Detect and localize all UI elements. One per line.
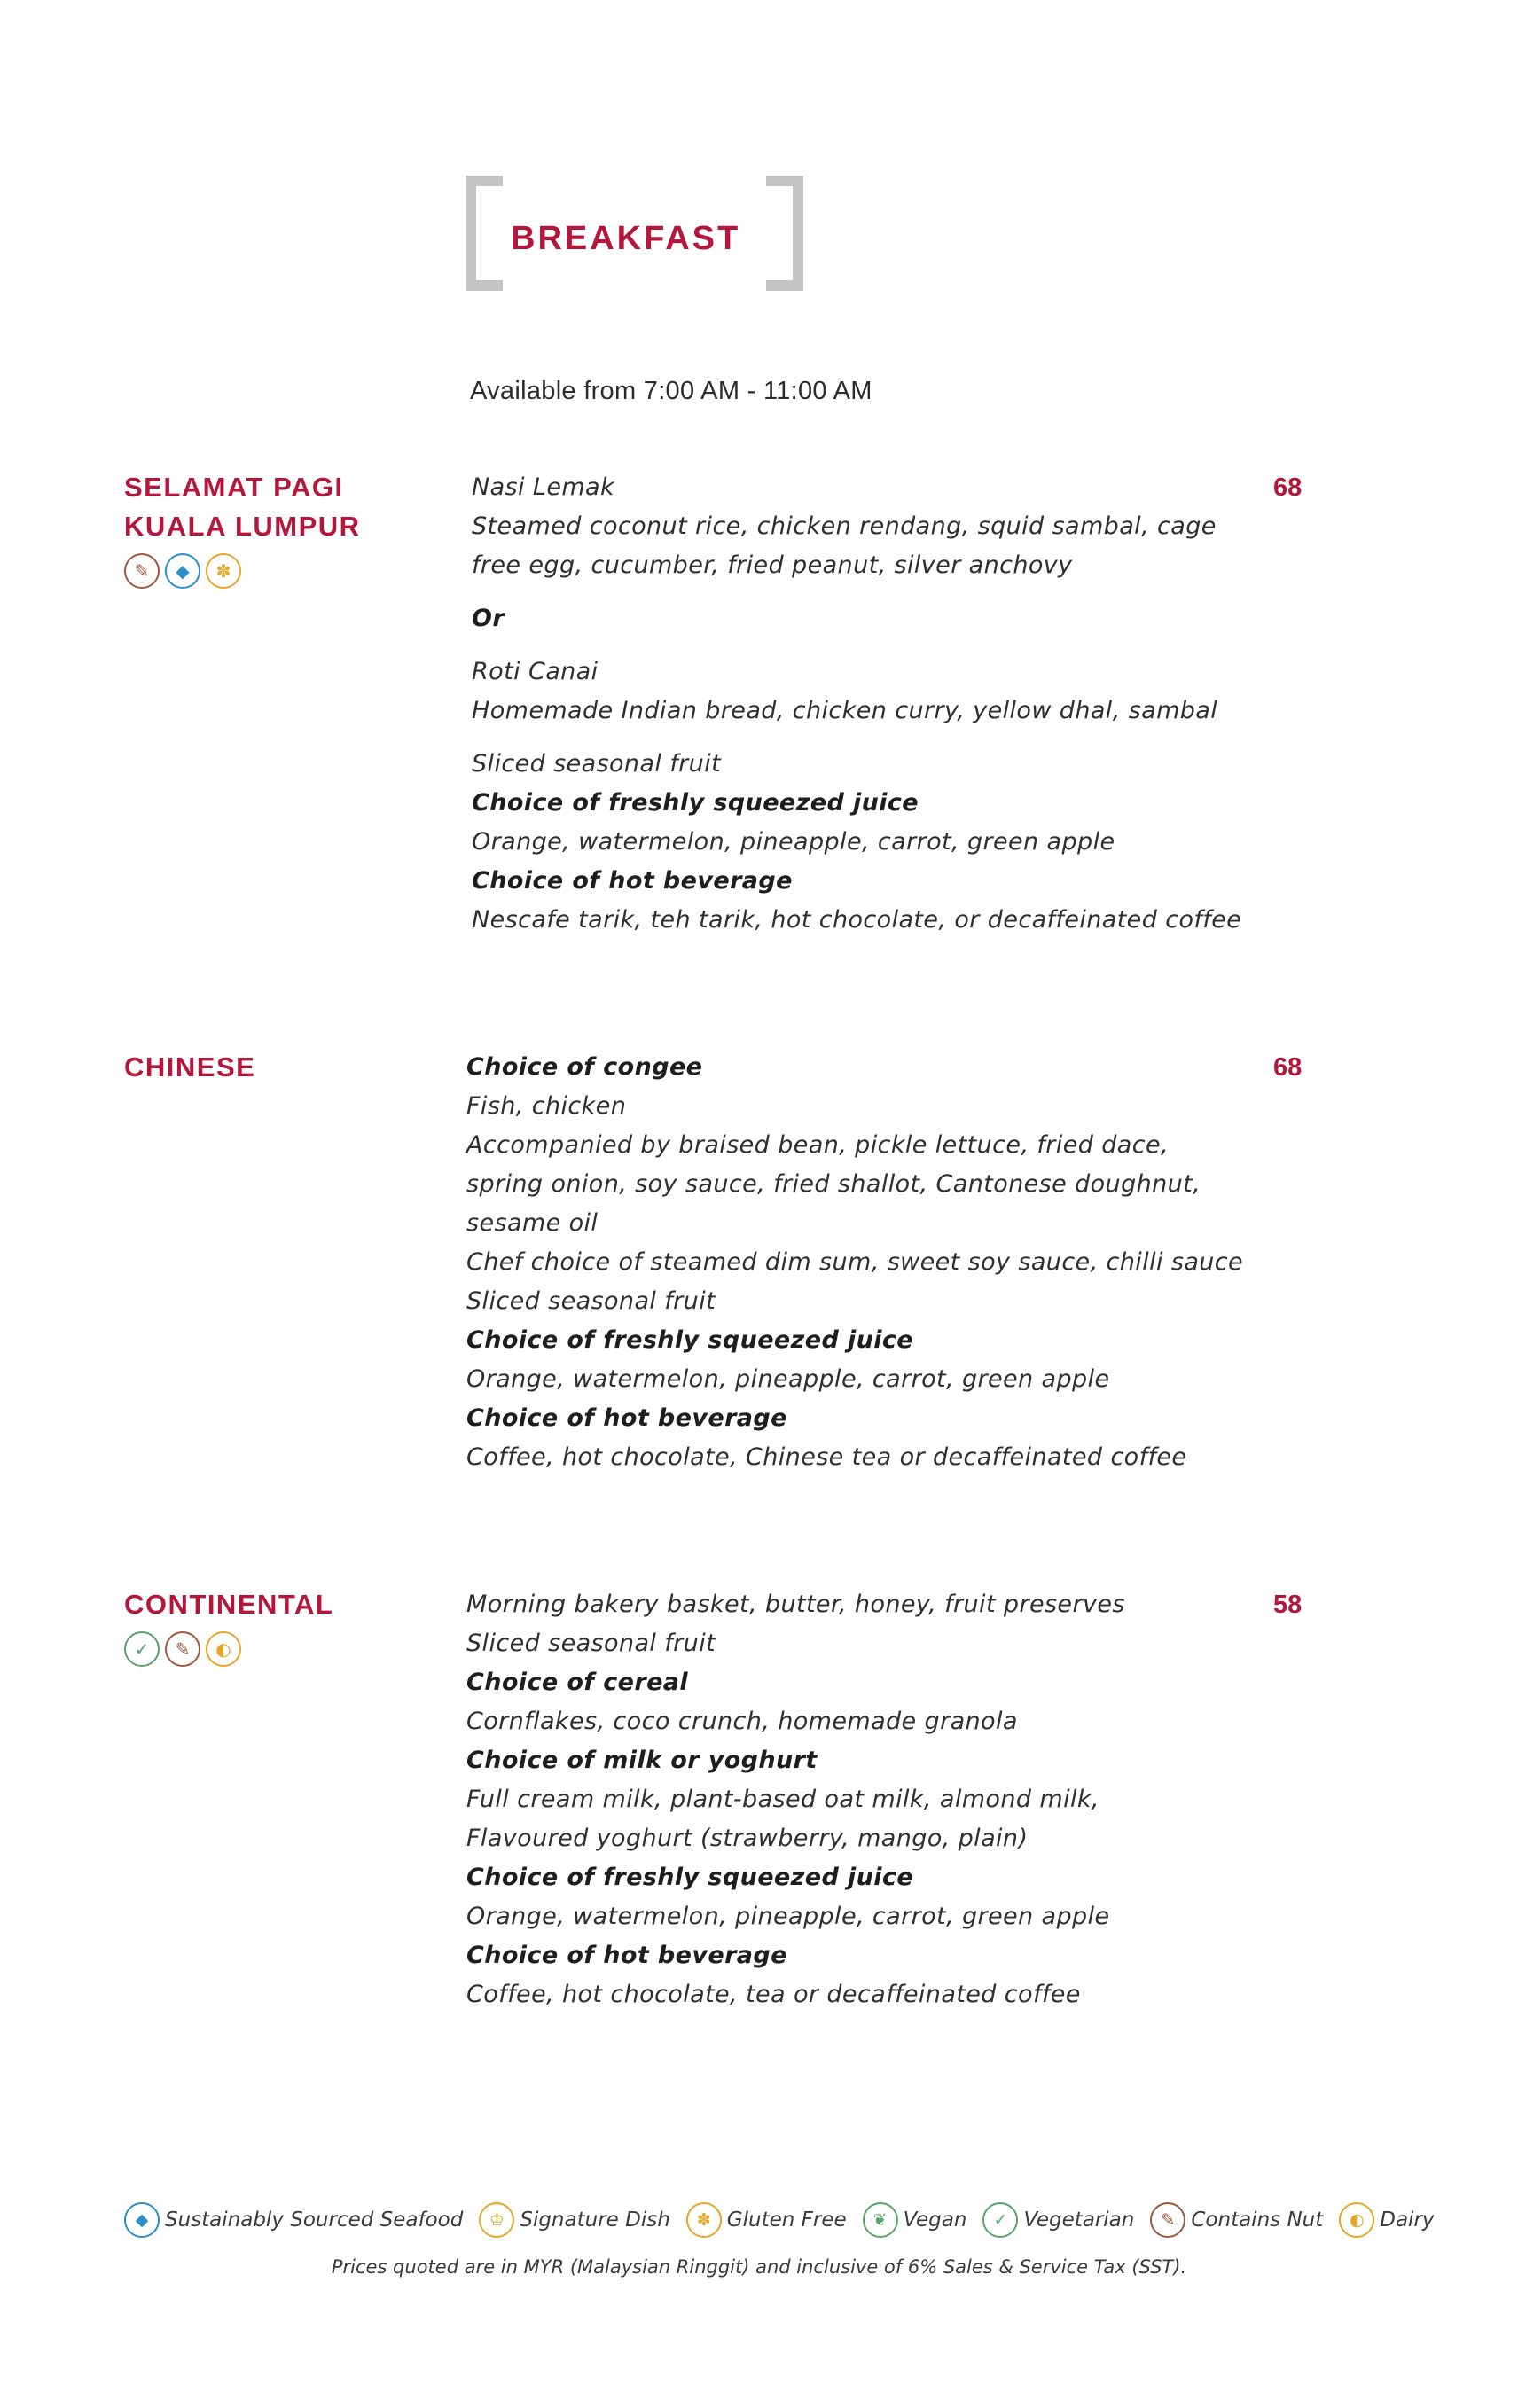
menu-item-heading: Choice of freshly squeezed juice <box>466 1326 914 1354</box>
price: 58 <box>1273 1591 1303 1619</box>
menu-item: Sliced seasonal fruit <box>466 1630 716 1657</box>
item-list <box>466 1585 1125 2014</box>
dairy-icon: ◐ <box>206 1631 241 1667</box>
price-footnote: Prices quoted are in MYR (Malaysian Ringgit) and inclusive of 6% Sales & Service Tax (SST). <box>331 2256 1187 2278</box>
section-title-line: CONTINENTAL <box>124 1589 334 1620</box>
menu-item: Fish, chicken <box>466 1092 627 1120</box>
menu-item: Cornflakes, coco crunch, homemade granola <box>466 1708 1018 1735</box>
menu-item-or: Or <box>472 605 505 632</box>
legend-item <box>863 2202 967 2238</box>
menu-item: Nasi Lemak <box>472 473 615 501</box>
title-bracket-left <box>466 176 489 291</box>
gluten-free-icon: ✽ <box>206 553 241 589</box>
dairy-icon: ◐ <box>1339 2202 1374 2238</box>
gluten-free-icon: ✽ <box>686 2202 722 2238</box>
menu-item: Sliced seasonal fruit <box>472 750 722 778</box>
legend-item <box>479 2202 669 2238</box>
legend-label: Vegan <box>903 2209 967 2232</box>
menu-item: Orange, watermelon, pineapple, carrot, green apple <box>466 1903 1110 1930</box>
legend-item <box>124 2202 463 2238</box>
menu-item: spring onion, soy sauce, fried shallot, Cantonese doughnut, <box>466 1170 1201 1198</box>
menu-item: sesame oil <box>466 1209 599 1237</box>
menu-item: Coffee, hot chocolate, Chinese tea or decaffeinated coffee <box>466 1443 1187 1471</box>
legend-item <box>982 2202 1134 2238</box>
menu-item: Chef choice of steamed dim sum, sweet soy sauce, chilli sauce <box>466 1248 1244 1276</box>
signature-icon: ♔ <box>479 2202 514 2238</box>
section-title <box>124 468 361 546</box>
menu-item: Nescafe tarik, teh tarik, hot chocolate, or decaffeinated coffee <box>472 906 1242 934</box>
dietary-tags <box>124 1631 241 1667</box>
vegan-icon: ❦ <box>863 2202 898 2238</box>
legend-item <box>1339 2202 1434 2238</box>
legend-label: Sustainably Sourced Seafood <box>165 2209 464 2232</box>
menu-item-heading: Choice of milk or yoghurt <box>466 1747 818 1774</box>
section-title-line: CHINESE <box>124 1052 256 1083</box>
menu-item-heading: Choice of hot beverage <box>466 1404 787 1432</box>
legend-label: Dairy <box>1380 2209 1435 2232</box>
menu-item-heading: Choice of cereal <box>466 1669 689 1696</box>
section-title <box>124 1048 255 1087</box>
menu-item: free egg, cucumber, fried peanut, silver anchovy <box>472 551 1073 579</box>
menu-item: Coffee, hot chocolate, tea or decaffeinated coffee <box>466 1981 1081 2008</box>
menu-item: Steamed coconut rice, chicken rendang, squid sambal, cage <box>472 512 1217 540</box>
section-title <box>124 1585 333 1624</box>
seafood-icon: ◆ <box>165 553 200 589</box>
legend-label: Vegetarian <box>1023 2209 1135 2232</box>
section-title-line: SELAMAT PAGI <box>124 472 344 503</box>
dietary-legend <box>124 2202 1451 2238</box>
menu-item: Morning bakery basket, butter, honey, fruit preserves <box>466 1591 1125 1618</box>
vegetarian-icon: ✓ <box>124 1631 160 1667</box>
menu-item-heading: Choice of freshly squeezed juice <box>472 789 919 817</box>
legend-label: Signature Dish <box>520 2209 670 2232</box>
title-bracket-right <box>766 176 789 291</box>
dietary-tags <box>124 553 241 589</box>
seafood-icon: ◆ <box>124 2202 160 2238</box>
legend-item <box>686 2202 847 2238</box>
menu-item-heading: Choice of freshly squeezed juice <box>466 1864 914 1891</box>
legend-item <box>1150 2202 1323 2238</box>
page-title: BREAKFAST <box>511 220 741 257</box>
price: 68 <box>1273 1053 1303 1082</box>
contains-nut-icon: ✎ <box>124 553 160 589</box>
menu-item: Orange, watermelon, pineapple, carrot, green apple <box>466 1365 1110 1393</box>
menu-item: Roti Canai <box>472 658 599 685</box>
contains-nut-icon: ✎ <box>165 1631 200 1667</box>
menu-item-heading: Choice of congee <box>466 1053 703 1081</box>
item-list <box>466 1048 1243 1477</box>
menu-item: Sliced seasonal fruit <box>466 1287 716 1315</box>
item-list <box>472 468 1241 940</box>
menu-item: Orange, watermelon, pineapple, carrot, green apple <box>472 828 1115 856</box>
section-title-line: KUALA LUMPUR <box>124 511 361 542</box>
menu-item-heading: Choice of hot beverage <box>472 867 793 895</box>
menu-item: Accompanied by braised bean, pickle lettuce, fried dace, <box>466 1131 1169 1159</box>
legend-label: Contains Nut <box>1191 2209 1324 2232</box>
menu-item: Full cream milk, plant-based oat milk, almond milk, <box>466 1786 1099 1813</box>
contains-nut-icon: ✎ <box>1150 2202 1185 2238</box>
menu-item: Homemade Indian bread, chicken curry, yellow dhal, sambal <box>472 697 1218 724</box>
availability-hours: Available from 7:00 AM - 11:00 AM <box>470 377 872 405</box>
legend-label: Gluten Free <box>726 2209 847 2232</box>
price: 68 <box>1273 473 1303 502</box>
menu-item: Flavoured yoghurt (strawberry, mango, plain) <box>466 1825 1029 1852</box>
menu-item-heading: Choice of hot beverage <box>466 1942 787 1969</box>
vegetarian-icon: ✓ <box>982 2202 1018 2238</box>
